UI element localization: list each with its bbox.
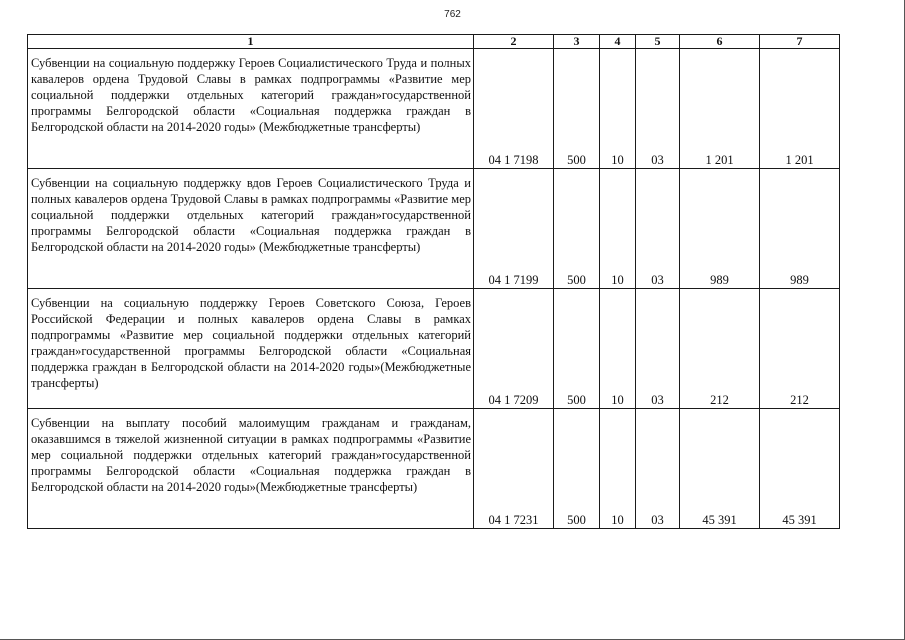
header-col-5: 5 xyxy=(636,35,680,49)
header-col-2: 2 xyxy=(474,35,554,49)
row-col4: 10 xyxy=(600,409,636,529)
header-col-7: 7 xyxy=(760,35,840,49)
header-col-4: 4 xyxy=(600,35,636,49)
header-col-3: 3 xyxy=(554,35,600,49)
row-col7: 212 xyxy=(760,289,840,409)
row-code: 04 1 7231 xyxy=(474,409,554,529)
header-col-1: 1 xyxy=(28,35,474,49)
row-code: 04 1 7198 xyxy=(474,49,554,169)
row-col7: 45 391 xyxy=(760,409,840,529)
budget-table xyxy=(27,34,840,529)
table-row xyxy=(28,289,840,409)
table-row xyxy=(28,49,840,169)
row-col3: 500 xyxy=(554,409,600,529)
row-col6: 989 xyxy=(680,169,760,289)
row-col4: 10 xyxy=(600,49,636,169)
row-description: Субвенции на выплату пособий малоимущим гражданам и гражданам, оказавшимся в тяжелой жизненной ситуации в рамках подпрограммы «Развитие мер социальной поддержки отдельных категорий граждан»государственной программы Белгородской области «Социальная поддержка граждан в Белгородской области на 2014-2020 годы»(Межбюджетные трансферты) xyxy=(28,409,474,529)
row-col6: 45 391 xyxy=(680,409,760,529)
table-row xyxy=(28,409,840,529)
row-col6: 1 201 xyxy=(680,49,760,169)
table-row xyxy=(28,169,840,289)
row-col4: 10 xyxy=(600,289,636,409)
row-description: Субвенции на социальную поддержку Героев Советского Союза, Героев Российской Федерации и полных кавалеров ордена Славы в рамках подпрограммы «Развитие мер социальной поддержки отдельных категорий граждан»государственной программы Белгородской области «Социальная поддержка граждан в Белгородской области на 2014-2020 годы»(Межбюджетные трансферты) xyxy=(28,289,474,409)
row-col5: 03 xyxy=(636,289,680,409)
row-col3: 500 xyxy=(554,289,600,409)
row-col6: 212 xyxy=(680,289,760,409)
row-description: Субвенции на социальную поддержку вдов Героев Социалистического Труда и полных кавалеров ордена Трудовой Славы в рамках подпрограммы «Развитие мер социальной поддержки отдельных категорий граждан»государственной программы Белгородской области «Социальная поддержка граждан в Белгородской области на 2014-2020 годы» (Межбюджетные трансферты) xyxy=(28,169,474,289)
header-row xyxy=(28,35,840,49)
row-col3: 500 xyxy=(554,169,600,289)
row-col7: 989 xyxy=(760,169,840,289)
row-col5: 03 xyxy=(636,49,680,169)
row-col7: 1 201 xyxy=(760,49,840,169)
row-col5: 03 xyxy=(636,409,680,529)
row-description: Субвенции на социальную поддержку Героев Социалистического Труда и полных кавалеров ордена Трудовой Славы в рамках подпрограммы «Развитие мер социальной поддержки отдельных категорий граждан»государственной программы Белгородской области «Социальная поддержка граждан в Белгородской области на 2014-2020 годы» (Межбюджетные трансферты) xyxy=(28,49,474,169)
row-code: 04 1 7209 xyxy=(474,289,554,409)
header-col-6: 6 xyxy=(680,35,760,49)
row-col5: 03 xyxy=(636,169,680,289)
row-col3: 500 xyxy=(554,49,600,169)
row-code: 04 1 7199 xyxy=(474,169,554,289)
row-col4: 10 xyxy=(600,169,636,289)
page-number: 762 xyxy=(444,9,461,20)
